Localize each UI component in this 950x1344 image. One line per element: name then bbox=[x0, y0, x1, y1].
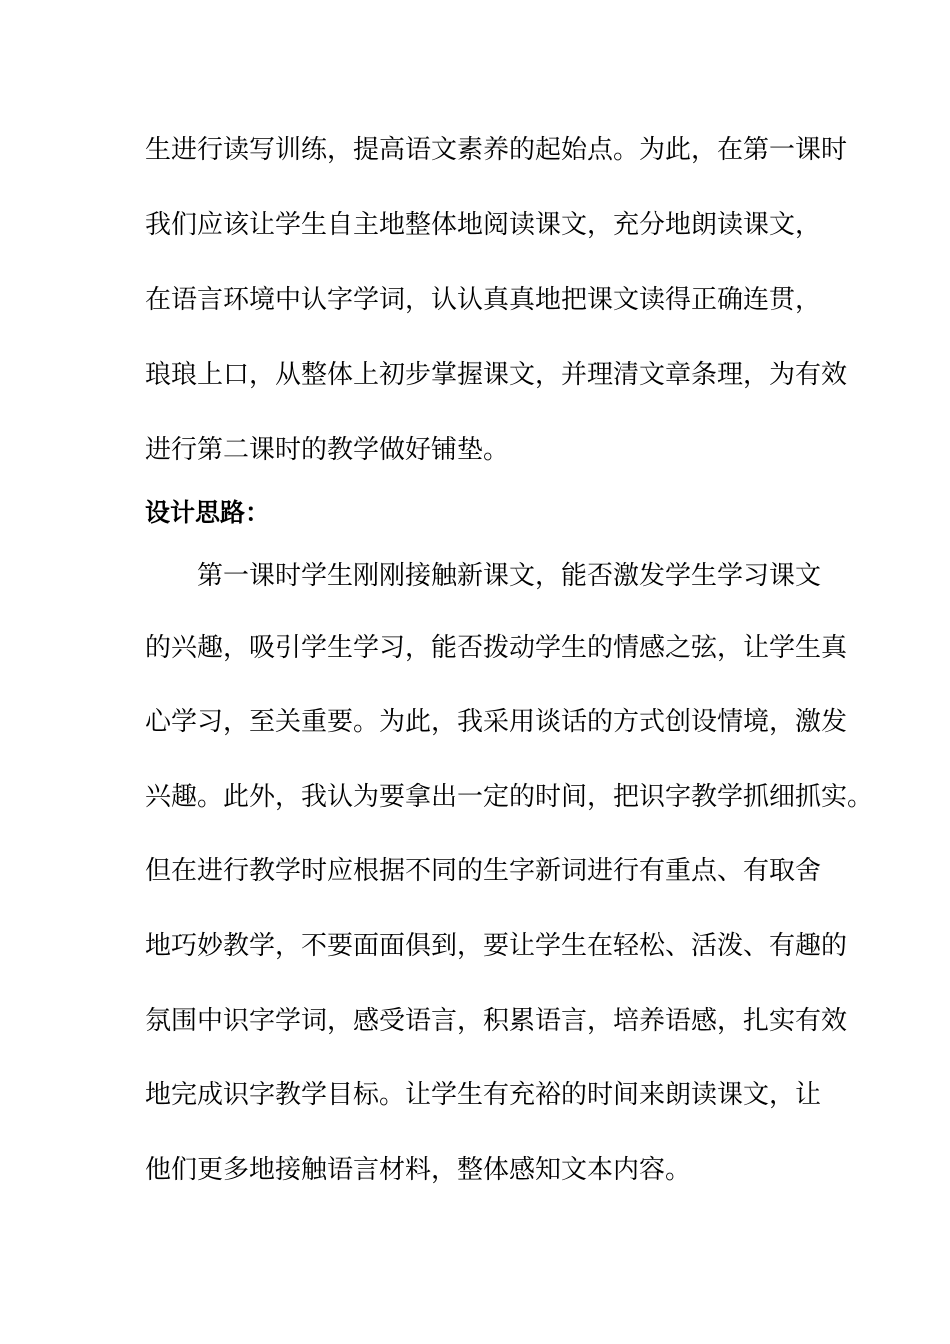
section-heading: 设计思路： bbox=[145, 498, 271, 527]
paragraph-line: 兴趣。此外，我认为要拿出一定的时间，把识字教学抓细抓实。 bbox=[145, 782, 874, 812]
paragraph-line: 我们应该让学生自主地整体地阅读课文，充分地朗读课文， bbox=[145, 210, 822, 240]
paragraph-line: 进行第二课时的教学做好铺垫。 bbox=[145, 435, 510, 465]
paragraph-line: 心学习，至关重要。为此，我采用谈话的方式创设情境，激发 bbox=[145, 707, 848, 737]
paragraph-line: 氛围中识字学词，感受语言，积累语言，培养语感，扎实有效 bbox=[145, 1006, 848, 1036]
paragraph-line: 生进行读写训练，提高语文素养的起始点。为此，在第一课时 bbox=[145, 135, 848, 165]
paragraph-line: 在语言环境中认字学词，认认真真地把课文读得正确连贯， bbox=[145, 285, 822, 315]
paragraph-line: 地完成识字教学目标。让学生有充裕的时间来朗读课文，让 bbox=[145, 1080, 822, 1110]
paragraph-line: 的兴趣，吸引学生学习，能否拨动学生的情感之弦，让学生真 bbox=[145, 633, 848, 663]
paragraph-line: 琅琅上口，从整体上初步掌握课文，并理清文章条理，为有效 bbox=[145, 360, 848, 390]
paragraph-line: 但在进行教学时应根据不同的生字新词进行有重点、有取舍 bbox=[145, 856, 822, 886]
paragraph-line: 他们更多地接触语言材料，整体感知文本内容。 bbox=[145, 1155, 692, 1185]
paragraph-line: 第一课时学生刚刚接触新课文，能否激发学生学习课文 bbox=[197, 561, 822, 591]
paragraph-line: 地巧妙教学，不要面面俱到，要让学生在轻松、活泼、有趣的 bbox=[145, 931, 848, 961]
